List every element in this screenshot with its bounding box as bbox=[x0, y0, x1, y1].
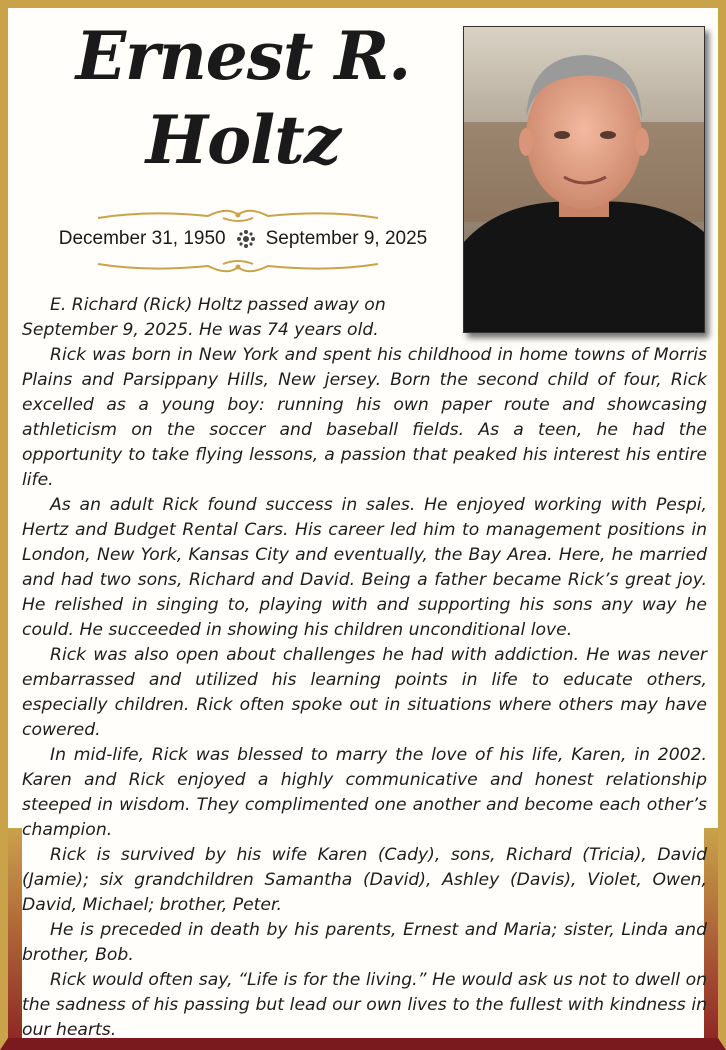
paragraph-childhood: Rick was born in New York and spent his childhood in home towns of Morris Plains and Parsippany Hills, New jersey. Born the second child of four, Rick excelled as a young boy: running his own paper route and showcasing athleticism on the soccer and baseball fields. As a teen, he had the opportunity to take flying lessons, a passion that peaked his interest his entire life. bbox=[22, 345, 707, 490]
obituary-text bbox=[22, 293, 707, 1043]
scroll-ornament-icon bbox=[88, 204, 388, 226]
paragraph-survivors: Rick is survived by his wife Karen (Cady), sons, Richard (Tricia), David (Jamie); six grandchildren Samantha (David), Ashley (Davis), Violet, Owen, David, Michael; brother, Peter. bbox=[22, 845, 707, 915]
portrait-photo bbox=[463, 26, 705, 333]
death-date: September 9, 2025 bbox=[265, 228, 428, 249]
paragraph-challenges: Rick was also open about challenges he had with addiction. He was never embarrassed and utilized his learning points in life to educate others, especially children. Rick often spoke out in situations where others may have cowered. bbox=[22, 645, 707, 740]
portrait-illustration bbox=[464, 27, 704, 332]
paragraph-marriage: In mid-life, Rick was blessed to marry the love of his life, Karen, in 2002. Karen and Rick enjoyed a highly communicative and honest relationship steeped in wisdom. They complimented one another and become each other’s champion. bbox=[22, 745, 707, 840]
name-line-1: Ernest R. bbox=[75, 17, 411, 95]
paragraph-closing: Rick would often say, “Life is for the living.” He would ask us not to dwell on the sadness of his passing but lead our own lives to the fullest with kindness in our hearts. bbox=[22, 970, 707, 1040]
paragraph-intro-2: September 9, 2025. He was 74 years old. bbox=[22, 320, 379, 340]
paragraph-intro-1: E. Richard (Rick) Holtz passed away on bbox=[50, 295, 386, 315]
scroll-ornament-icon bbox=[88, 256, 388, 278]
paragraph-career: As an adult Rick found success in sales. He enjoyed working with Pespi, Hertz and Budget Rental Cars. His career led him to management positions in London, New York, Kansas City and eventually, the Bay Area. Here, he married and had two sons, Richard and David. Being a father became Rick’s great joy. He relished in singing to, playing with and supporting his sons any way he could. He succeeded in showing his children unconditional love. bbox=[22, 495, 707, 640]
left-frame-accent bbox=[8, 828, 22, 1050]
birth-date: December 31, 1950 bbox=[58, 228, 226, 249]
life-dates bbox=[38, 228, 448, 250]
name-line-2: Holtz bbox=[145, 101, 341, 179]
deceased-name bbox=[28, 14, 458, 182]
paragraph-preceded: He is preceded in death by his parents, Ernest and Maria; sister, Linda and brother, Bob. bbox=[22, 920, 707, 965]
flower-ornament-icon bbox=[236, 229, 256, 249]
